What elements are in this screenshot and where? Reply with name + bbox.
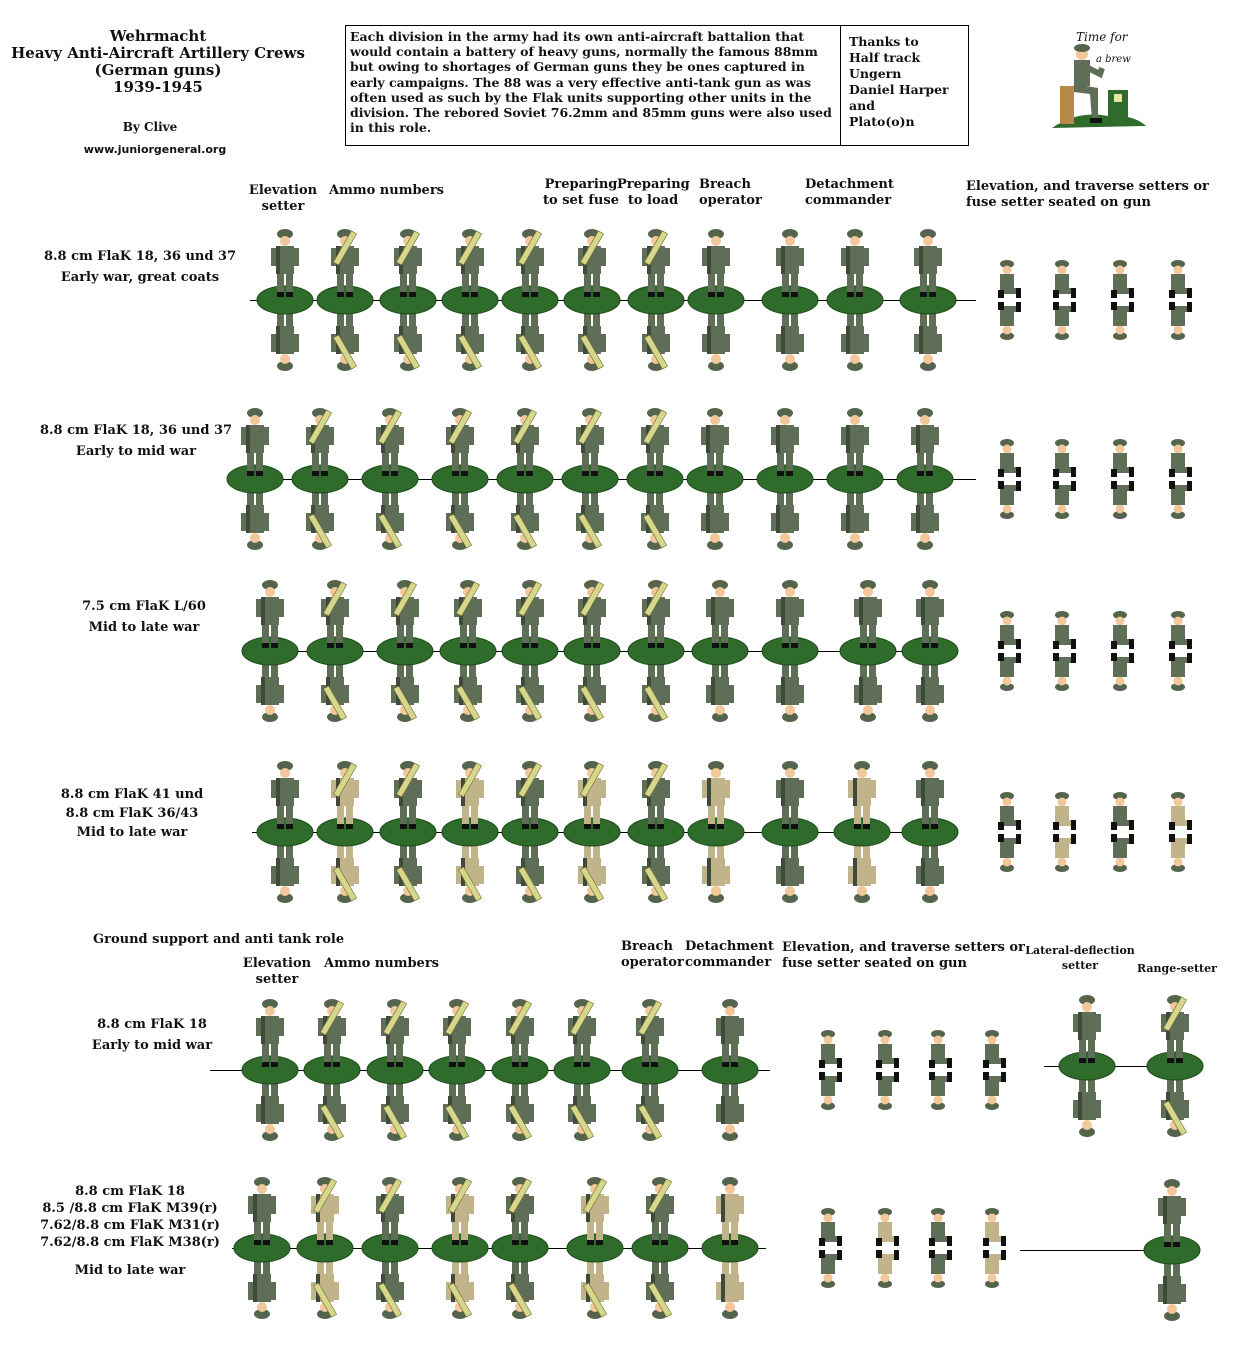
- column-header-lateral-deflection: Lateral-deflection setter: [1025, 944, 1135, 972]
- brew-caption: Time for: [1076, 30, 1128, 44]
- crew-figure: [360, 1163, 420, 1333]
- crew-figure: [898, 215, 958, 385]
- crew-figure: [1090, 566, 1150, 736]
- column-header-breach-operator: Breach operator: [699, 177, 762, 208]
- crew-figure: [625, 394, 685, 564]
- crew-figure: [620, 985, 680, 1155]
- crew-figure: [562, 747, 622, 917]
- column-header-preparing-load: Preparing to load: [617, 177, 690, 208]
- crew-figure: [490, 985, 550, 1155]
- crew-figure: [560, 394, 620, 564]
- crew-figure: [908, 1163, 968, 1333]
- crew-figure: [315, 215, 375, 385]
- brew-logo: [1048, 28, 1148, 130]
- thanks-line: Thanks to: [849, 34, 919, 49]
- thanks-line: Half track: [849, 50, 921, 65]
- crew-figure: [295, 1163, 355, 1333]
- crew-figure: [760, 215, 820, 385]
- crew-figure: [427, 985, 487, 1155]
- crew-figure: [232, 1163, 292, 1333]
- crew-figure: [700, 985, 760, 1155]
- crew-figure: [760, 747, 820, 917]
- thanks-line: and: [849, 98, 875, 113]
- crew-figure: [760, 566, 820, 736]
- crew-figure: [832, 747, 892, 917]
- crew-figure: [1148, 747, 1208, 917]
- info-box: [345, 25, 969, 146]
- crew-figure: [626, 566, 686, 736]
- row-label: 7.5 cm FlaK L/60 Mid to late war: [82, 599, 206, 635]
- crew-figure: [430, 394, 490, 564]
- crew-figure: [490, 1163, 550, 1333]
- thanks-line: Ungern: [849, 66, 902, 81]
- crew-figure: [977, 394, 1037, 564]
- column-header-detachment-commander-ground: Detachment commander: [685, 939, 774, 970]
- crew-figure: [1032, 747, 1092, 917]
- crew-figure: [825, 394, 885, 564]
- crew-figure: [1090, 747, 1150, 917]
- crew-figure: [225, 394, 285, 564]
- row-label: 8.8 cm FlaK 18 8.5 /8.8 cm FlaK M39(r) 7.62/8.8 cm FlaK M31(r) 7.62/8.8 cm FlaK M38(r) Mid to late war: [40, 1184, 220, 1278]
- author-byline: By Clive: [122, 120, 178, 134]
- crew-figure: [565, 1163, 625, 1333]
- crew-figure: [365, 985, 425, 1155]
- crew-figure: [626, 215, 686, 385]
- column-header-detachment-commander: Detachment commander: [805, 177, 894, 208]
- column-header-ammo-numbers-ground: Ammo numbers: [324, 956, 439, 971]
- crew-figure: [440, 747, 500, 917]
- crew-figure: [360, 394, 420, 564]
- crew-figure: [977, 566, 1037, 736]
- thanks-line: Daniel Harper: [849, 82, 949, 97]
- title-line: (German guns): [94, 61, 222, 79]
- column-header-preparing-fuse: Preparing to set fuse: [543, 177, 619, 208]
- crew-figure: [1148, 566, 1208, 736]
- crew-figure: [290, 394, 350, 564]
- crew-figure: [686, 215, 746, 385]
- thanks-line: Plato(o)n: [849, 114, 915, 129]
- crew-figure: [562, 215, 622, 385]
- crew-figure: [500, 566, 560, 736]
- crew-figure: [630, 1163, 690, 1333]
- crew-figure: [438, 566, 498, 736]
- column-header-breach-operator-ground: Breach operator: [621, 939, 684, 970]
- column-header-range-setter: Range-setter: [1137, 962, 1217, 975]
- crew-figure: [1057, 981, 1117, 1151]
- crew-figure: [798, 985, 858, 1155]
- column-header-elevation-setter: Elevation setter: [248, 183, 318, 214]
- crew-figure: [500, 215, 560, 385]
- crew-figure: [855, 1163, 915, 1333]
- column-header-ammo-numbers: Ammo numbers: [329, 183, 444, 198]
- crew-figure: [1032, 566, 1092, 736]
- row-label: 8.8 cm FlaK 18, 36 und 37 Early to mid war: [39, 423, 233, 459]
- crew-figure: [686, 747, 746, 917]
- crew-figure: [755, 394, 815, 564]
- crew-figure: [315, 747, 375, 917]
- crew-figure: [305, 566, 365, 736]
- crew-figure: [690, 566, 750, 736]
- crew-figure: [1090, 394, 1150, 564]
- crew-figure: [962, 1163, 1022, 1333]
- row-label: 8.8 cm FlaK 41 und 8.8 cm FlaK 36/43 Mid to late war: [60, 787, 204, 840]
- crew-figure: [240, 985, 300, 1155]
- title-line: Heavy Anti-Aircraft Artillery Crews: [11, 44, 305, 62]
- crew-figure: [977, 747, 1037, 917]
- crew-figure: [1148, 215, 1208, 385]
- crew-figure: [1032, 394, 1092, 564]
- crew-figure: [500, 747, 560, 917]
- crew-figure: [1142, 1165, 1202, 1335]
- crew-figure: [430, 1163, 490, 1333]
- section-title-ground-support: Ground support and anti tank role: [93, 932, 345, 947]
- column-header-elevation-setter-ground: Elevation setter: [242, 956, 312, 987]
- column-header-seated-setters: Elevation, and traverse setters or fuse setter seated on gun: [966, 179, 1209, 210]
- crew-figure: [900, 566, 960, 736]
- page-title: [8, 28, 308, 96]
- crew-figure: [495, 394, 555, 564]
- crew-figure: [838, 566, 898, 736]
- crew-figure: [895, 394, 955, 564]
- crew-figure: [900, 747, 960, 917]
- crew-figure: [440, 215, 500, 385]
- crew-figure: [855, 985, 915, 1155]
- crew-figure: [700, 1163, 760, 1333]
- crew-figure: [378, 215, 438, 385]
- crew-figure: [825, 215, 885, 385]
- crew-figure: [375, 566, 435, 736]
- title-line: Wehrmacht: [109, 27, 207, 45]
- crew-figure: [798, 1163, 858, 1333]
- thanks-credits: [841, 26, 957, 145]
- soldier-brew-icon: [1048, 28, 1148, 130]
- crew-figure: [1090, 215, 1150, 385]
- crew-figure: [302, 985, 362, 1155]
- info-description: Each division in the army had its own anti-aircraft battalion that would contain a battery of heavy guns, normally the famous 88mm but owing to shortages of German guns they be ones captured in early campaigns. The 88 was a very effective anti-tank gun as was often used as such by the Flak units supporting other units in the division. The rebored Soviet 76.2mm and 85mm guns were also used in this role.: [346, 26, 841, 145]
- crew-figure: [962, 985, 1022, 1155]
- crew-figure: [626, 747, 686, 917]
- crew-figure: [977, 215, 1037, 385]
- crew-figure: [562, 566, 622, 736]
- title-line: 1939-1945: [113, 78, 203, 96]
- row-label: 8.8 cm FlaK 18 Early to mid war: [91, 1017, 213, 1053]
- crew-figure: [378, 747, 438, 917]
- brew-caption: a brew: [1096, 54, 1131, 65]
- crew-figure: [552, 985, 612, 1155]
- crew-figure: [255, 747, 315, 917]
- column-header-seated-setters-ground: Elevation, and traverse setters or fuse setter seated on gun: [782, 940, 1025, 971]
- crew-figure: [1032, 215, 1092, 385]
- crew-figure: [685, 394, 745, 564]
- crew-figure: [255, 215, 315, 385]
- crew-figure: [1148, 394, 1208, 564]
- website-link[interactable]: www.juniorgeneral.org: [83, 143, 227, 156]
- row-label: 8.8 cm FlaK 18, 36 und 37 Early war, great coats: [43, 249, 237, 285]
- crew-figure: [240, 566, 300, 736]
- crew-figure: [908, 985, 968, 1155]
- crew-figure: [1145, 981, 1205, 1151]
